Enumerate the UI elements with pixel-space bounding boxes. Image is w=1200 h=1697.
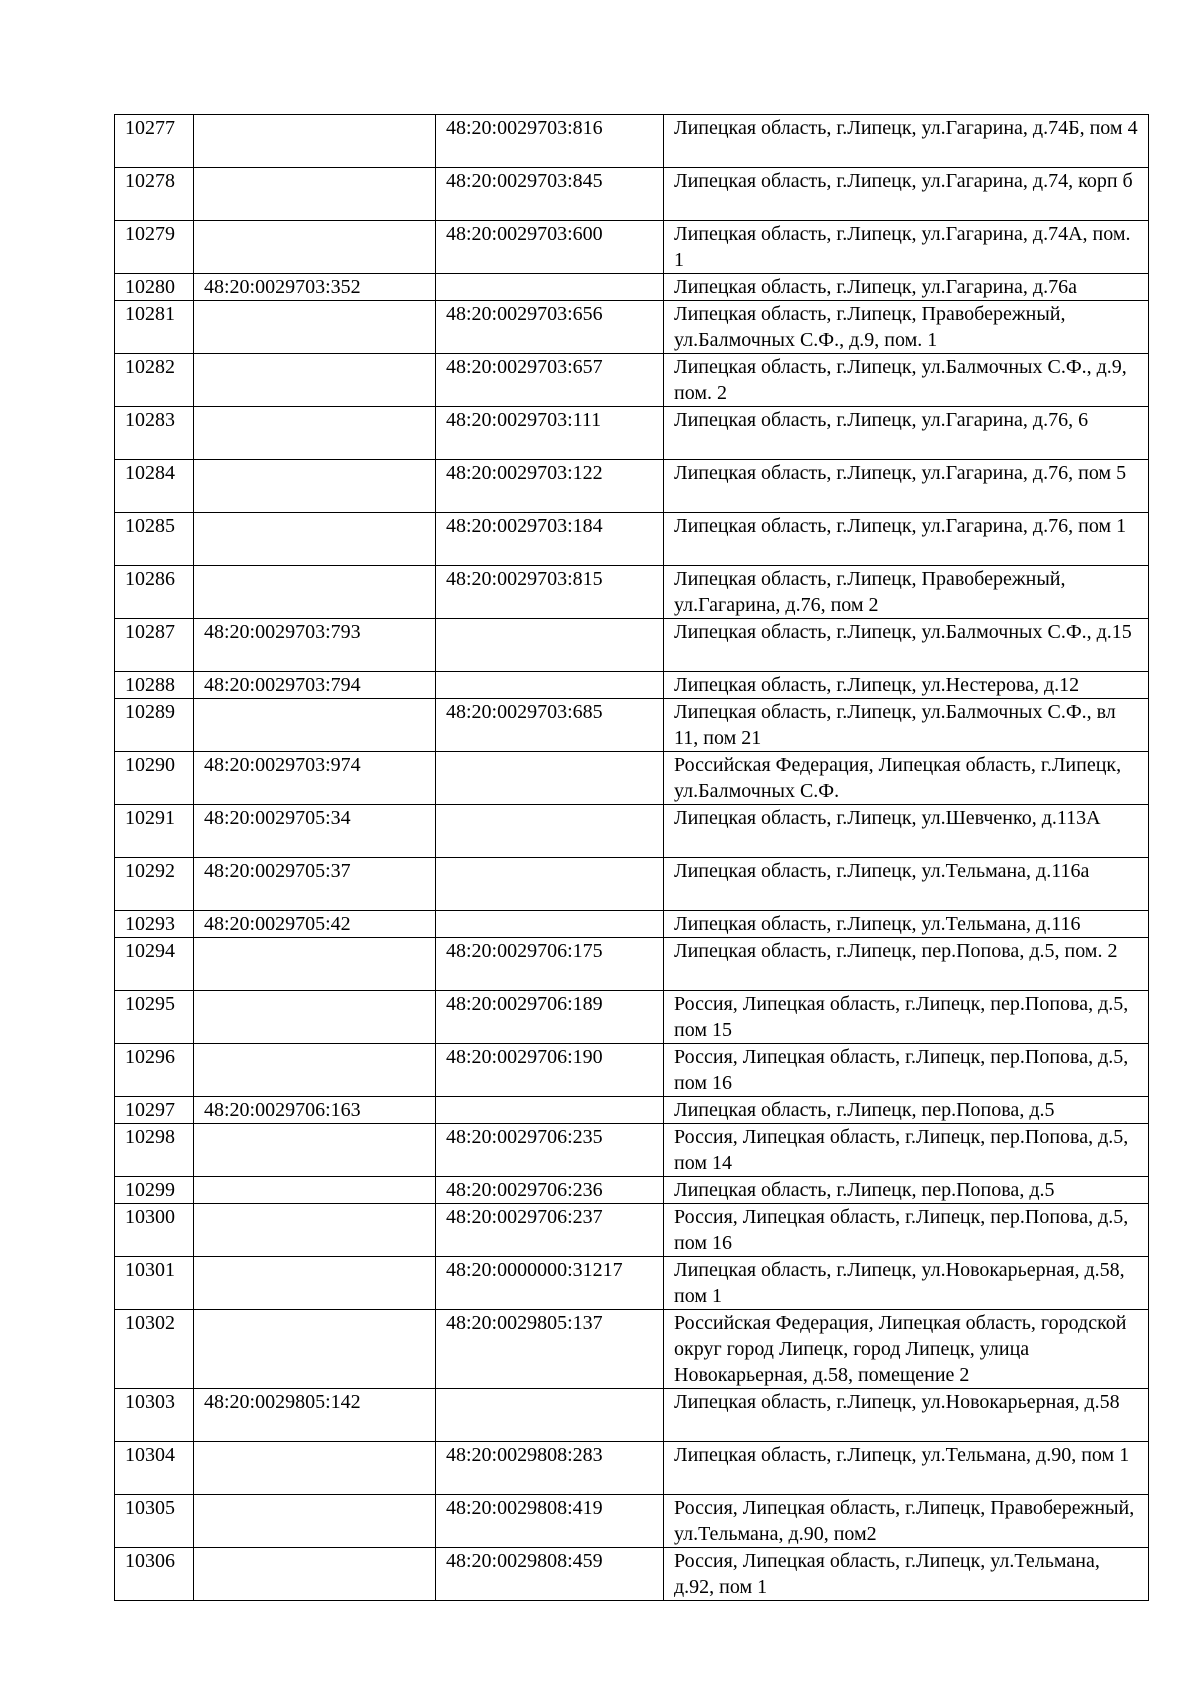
address-cell: Липецкая область, г.Липецк, Правобережный, ул.Гагарина, д.76, пом 2 [664, 566, 1149, 619]
cadastral-parcel-cell: 48:20:0029703:974 [194, 752, 436, 805]
cadastral-parcel-cell: 48:20:0029703:793 [194, 619, 436, 672]
cadastral-premise-cell: 48:20:0029808:459 [436, 1548, 664, 1601]
row-number-cell: 10289 [115, 699, 194, 752]
row-number-cell: 10301 [115, 1257, 194, 1310]
cadastral-premise-cell: 48:20:0029808:283 [436, 1442, 664, 1495]
row-number-cell: 10279 [115, 221, 194, 274]
address-cell: Россия, Липецкая область, г.Липецк, пер.Попова, д.5, пом 16 [664, 1204, 1149, 1257]
cadastral-premise-cell: 48:20:0029706:175 [436, 938, 664, 991]
table-row [115, 1204, 1149, 1257]
cadastral-premise-cell: 48:20:0029703:600 [436, 221, 664, 274]
cadastral-parcel-cell [194, 354, 436, 407]
row-number-cell: 10287 [115, 619, 194, 672]
cadastral-premise-cell: 48:20:0029706:235 [436, 1124, 664, 1177]
table-row [115, 1495, 1149, 1548]
address-cell: Россия, Липецкая область, г.Липецк, пер.Попова, д.5, пом 16 [664, 1044, 1149, 1097]
table-row [115, 991, 1149, 1044]
row-number-cell: 10293 [115, 911, 194, 938]
cadastral-parcel-cell [194, 513, 436, 566]
row-number-cell: 10280 [115, 274, 194, 301]
table-row [115, 513, 1149, 566]
cadastral-parcel-cell [194, 1124, 436, 1177]
cadastral-premise-cell: 48:20:0029703:657 [436, 354, 664, 407]
cadastral-premise-cell: 48:20:0029706:236 [436, 1177, 664, 1204]
row-number-cell: 10290 [115, 752, 194, 805]
address-cell: Россия, Липецкая область, г.Липецк, ул.Тельмана, д.92, пом 1 [664, 1548, 1149, 1601]
cadastral-premise-cell: 48:20:0029703:816 [436, 115, 664, 168]
address-cell: Липецкая область, г.Липецк, Правобережный, ул.Балмочных С.Ф., д.9, пом. 1 [664, 301, 1149, 354]
address-cell: Липецкая область, г.Липецк, ул.Балмочных С.Ф., вл 11, пом 21 [664, 699, 1149, 752]
row-number-cell: 10297 [115, 1097, 194, 1124]
row-number-cell: 10291 [115, 805, 194, 858]
cadastral-parcel-cell [194, 1495, 436, 1548]
address-cell: Липецкая область, г.Липецк, ул.Гагарина, д.74, корп б [664, 168, 1149, 221]
table-row [115, 1097, 1149, 1124]
cadastral-premise-cell: 48:20:0029703:685 [436, 699, 664, 752]
table-row [115, 1124, 1149, 1177]
row-number-cell: 10277 [115, 115, 194, 168]
row-number-cell: 10285 [115, 513, 194, 566]
address-cell: Россия, Липецкая область, г.Липецк, Правобережный, ул.Тельмана, д.90, пом2 [664, 1495, 1149, 1548]
cadastral-parcel-cell [194, 1044, 436, 1097]
table-row [115, 911, 1149, 938]
cadastral-parcel-cell [194, 115, 436, 168]
row-number-cell: 10296 [115, 1044, 194, 1097]
address-cell: Липецкая область, г.Липецк, ул.Тельмана, д.90, пом 1 [664, 1442, 1149, 1495]
cadastral-parcel-cell [194, 991, 436, 1044]
cadastral-premise-cell [436, 752, 664, 805]
table-row [115, 460, 1149, 513]
address-cell: Липецкая область, г.Липецк, ул.Балмочных С.Ф., д.15 [664, 619, 1149, 672]
cadastral-premise-cell: 48:20:0029703:845 [436, 168, 664, 221]
table-row [115, 858, 1149, 911]
row-number-cell: 10295 [115, 991, 194, 1044]
row-number-cell: 10286 [115, 566, 194, 619]
address-cell: Россия, Липецкая область, г.Липецк, пер.Попова, д.5, пом 15 [664, 991, 1149, 1044]
table-row [115, 1548, 1149, 1601]
cadastral-premise-cell [436, 619, 664, 672]
table-row [115, 566, 1149, 619]
address-cell: Липецкая область, г.Липецк, ул.Шевченко, д.113А [664, 805, 1149, 858]
row-number-cell: 10302 [115, 1310, 194, 1389]
table-row [115, 354, 1149, 407]
cadastral-premise-cell [436, 1389, 664, 1442]
cadastral-parcel-cell [194, 1177, 436, 1204]
row-number-cell: 10281 [115, 301, 194, 354]
cadastral-premise-cell [436, 805, 664, 858]
row-number-cell: 10278 [115, 168, 194, 221]
address-cell: Липецкая область, г.Липецк, ул.Гагарина, д.76, пом 5 [664, 460, 1149, 513]
table-row [115, 221, 1149, 274]
table-row [115, 938, 1149, 991]
address-cell: Липецкая область, г.Липецк, ул.Тельмана, д.116а [664, 858, 1149, 911]
address-cell: Липецкая область, г.Липецк, ул.Гагарина, д.76а [664, 274, 1149, 301]
table-row [115, 274, 1149, 301]
cadastral-premise-cell: 48:20:0029706:190 [436, 1044, 664, 1097]
cadastral-parcel-cell: 48:20:0029705:34 [194, 805, 436, 858]
cadastral-parcel-cell: 48:20:0029705:42 [194, 911, 436, 938]
address-cell: Липецкая область, г.Липецк, ул.Гагарина, д.76, пом 1 [664, 513, 1149, 566]
cadastral-parcel-cell [194, 566, 436, 619]
table-row [115, 1044, 1149, 1097]
cadastral-premise-cell: 48:20:0029703:111 [436, 407, 664, 460]
table-row [115, 805, 1149, 858]
row-number-cell: 10298 [115, 1124, 194, 1177]
table-row [115, 407, 1149, 460]
cadastral-premise-cell [436, 672, 664, 699]
address-cell: Липецкая область, г.Липецк, ул.Гагарина, д.74А, пом. 1 [664, 221, 1149, 274]
cadastral-parcel-cell [194, 1257, 436, 1310]
cadastral-premise-cell: 48:20:0029706:189 [436, 991, 664, 1044]
cadastral-parcel-cell: 48:20:0029705:37 [194, 858, 436, 911]
address-cell: Липецкая область, г.Липецк, ул.Тельмана, д.116 [664, 911, 1149, 938]
row-number-cell: 10300 [115, 1204, 194, 1257]
cadastral-premise-cell [436, 858, 664, 911]
address-cell: Липецкая область, г.Липецк, ул.Новокарьерная, д.58, пом 1 [664, 1257, 1149, 1310]
address-cell: Липецкая область, г.Липецк, ул.Гагарина, д.74Б, пом 4 [664, 115, 1149, 168]
cadastral-parcel-cell [194, 938, 436, 991]
table-row [115, 115, 1149, 168]
table-row [115, 301, 1149, 354]
cadastral-parcel-cell [194, 221, 436, 274]
row-number-cell: 10303 [115, 1389, 194, 1442]
cadastral-parcel-cell [194, 407, 436, 460]
cadastral-parcel-cell [194, 460, 436, 513]
address-cell: Российская Федерация, Липецкая область, г.Липецк, ул.Балмочных С.Ф. [664, 752, 1149, 805]
row-number-cell: 10283 [115, 407, 194, 460]
cadastral-premise-cell: 48:20:0029706:237 [436, 1204, 664, 1257]
property-registry-table [114, 114, 1149, 1601]
table-row [115, 699, 1149, 752]
cadastral-premise-cell: 48:20:0029703:122 [436, 460, 664, 513]
cadastral-parcel-cell [194, 1548, 436, 1601]
address-cell: Россия, Липецкая область, г.Липецк, пер.Попова, д.5, пом 14 [664, 1124, 1149, 1177]
registry-table-body [115, 115, 1149, 1601]
row-number-cell: 10284 [115, 460, 194, 513]
cadastral-parcel-cell [194, 1310, 436, 1389]
cadastral-premise-cell: 48:20:0029703:184 [436, 513, 664, 566]
address-cell: Липецкая область, г.Липецк, ул.Нестерова, д.12 [664, 672, 1149, 699]
cadastral-parcel-cell: 48:20:0029703:352 [194, 274, 436, 301]
cadastral-parcel-cell: 48:20:0029703:794 [194, 672, 436, 699]
table-row [115, 168, 1149, 221]
row-number-cell: 10288 [115, 672, 194, 699]
table-row [115, 1177, 1149, 1204]
row-number-cell: 10294 [115, 938, 194, 991]
cadastral-parcel-cell [194, 1442, 436, 1495]
address-cell: Липецкая область, г.Липецк, пер.Попова, д.5 [664, 1097, 1149, 1124]
address-cell: Липецкая область, г.Липецк, ул.Гагарина, д.76, 6 [664, 407, 1149, 460]
address-cell: Липецкая область, г.Липецк, пер.Попова, д.5 [664, 1177, 1149, 1204]
cadastral-premise-cell: 48:20:0029805:137 [436, 1310, 664, 1389]
row-number-cell: 10304 [115, 1442, 194, 1495]
cadastral-premise-cell: 48:20:0029703:656 [436, 301, 664, 354]
table-row [115, 1310, 1149, 1389]
address-cell: Липецкая область, г.Липецк, ул.Балмочных С.Ф., д.9, пом. 2 [664, 354, 1149, 407]
row-number-cell: 10282 [115, 354, 194, 407]
row-number-cell: 10299 [115, 1177, 194, 1204]
cadastral-parcel-cell: 48:20:0029805:142 [194, 1389, 436, 1442]
cadastral-parcel-cell [194, 1204, 436, 1257]
cadastral-premise-cell: 48:20:0000000:31217 [436, 1257, 664, 1310]
row-number-cell: 10305 [115, 1495, 194, 1548]
cadastral-premise-cell: 48:20:0029808:419 [436, 1495, 664, 1548]
address-cell: Липецкая область, г.Липецк, пер.Попова, д.5, пом. 2 [664, 938, 1149, 991]
cadastral-premise-cell [436, 911, 664, 938]
cadastral-parcel-cell [194, 168, 436, 221]
cadastral-parcel-cell: 48:20:0029706:163 [194, 1097, 436, 1124]
table-row [115, 1442, 1149, 1495]
table-row [115, 619, 1149, 672]
table-row [115, 1389, 1149, 1442]
cadastral-premise-cell: 48:20:0029703:815 [436, 566, 664, 619]
cadastral-parcel-cell [194, 301, 436, 354]
cadastral-premise-cell [436, 1097, 664, 1124]
cadastral-parcel-cell [194, 699, 436, 752]
table-row [115, 672, 1149, 699]
cadastral-premise-cell [436, 274, 664, 301]
address-cell: Российская Федерация, Липецкая область, городской округ город Липецк, город Липецк, улица Новокарьерная, д.58, помещение 2 [664, 1310, 1149, 1389]
table-row [115, 752, 1149, 805]
row-number-cell: 10292 [115, 858, 194, 911]
row-number-cell: 10306 [115, 1548, 194, 1601]
table-row [115, 1257, 1149, 1310]
address-cell: Липецкая область, г.Липецк, ул.Новокарьерная, д.58 [664, 1389, 1149, 1442]
